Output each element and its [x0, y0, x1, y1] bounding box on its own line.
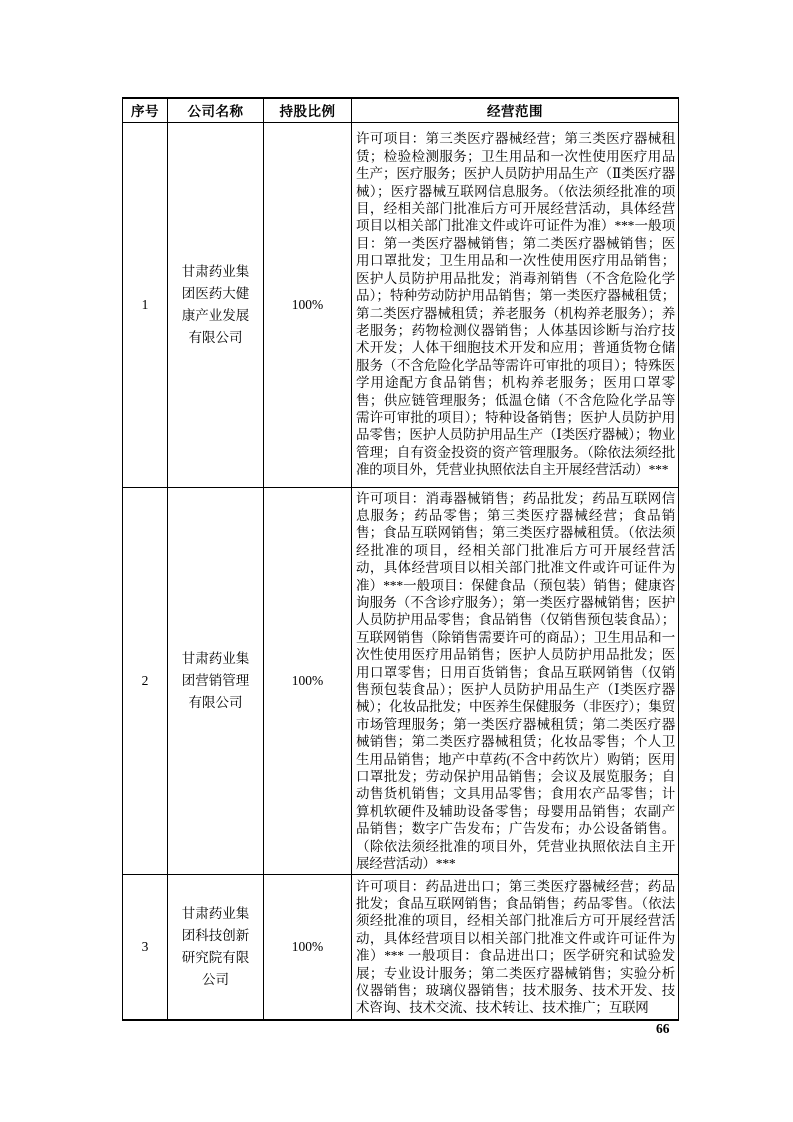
business-scope-cell: 许可项目：第三类医疗器械经营；第三类医疗器械租赁；检验检测服务；卫生用品和一次性使用医疗用品生产；医疗服务；医护人员防护用品生产（Ⅱ类医疗器械）；医疗器械互联网信息服务。（依法须经批准的项目，经相关部门批准后方可开展经营活动，具体经营项目以相关部门批准文件或许可证件为准）***一般项目：第一类医疗器械销售；第二类医疗器械销售；医用口罩批发；卫生用品和一次性使用医疗用品销售；医护人员防护用品批发；消毒剂销售（不含危险化学品）；特种劳动防护用品销售；第一类医疗器械租赁；第二类医疗器械租赁；养老服务（机构养老服务）；养老服务；药物检测仪器销售；人体基因诊断与治疗技术开发；人体干细胞技术开发和应用；普通货物仓储服务（不含危险化学品等需许可审批的项目）；特殊医学用途配方食品销售；机构养老服务；医用口罩零售；供应链管理服务；低温仓储（不含危险化学品等需许可审批的项目）；特种设备销售；医护人员防护用品零售；医护人员防护用品生产（Ⅰ类医疗器械）；物业管理；自有资金投资的资产管理服务。（除依法须经批准的项目外，凭营业执照依法自主开展经营活动）*** [352, 122, 679, 487]
company-name: 甘肃药业集团营销管理有限公司 [181, 650, 250, 710]
table-row [123, 487, 679, 875]
shareholding-ratio-cell: 100% [264, 122, 352, 487]
subsidiaries-table [122, 97, 679, 1021]
page-number: 66 [656, 1021, 670, 1036]
header-shareholding-ratio: 持股比例 [264, 98, 352, 122]
table-header-row [123, 98, 679, 122]
company-name-cell [168, 487, 264, 875]
shareholding-ratio-cell: 100% [264, 487, 352, 875]
row-index-cell: 1 [123, 122, 168, 487]
company-name-cell [168, 122, 264, 487]
company-name: 甘肃药业集团医药大健康产业发展有限公司 [181, 263, 250, 345]
company-name: 甘肃药业集团科技创新研究院有限公司 [181, 906, 250, 988]
table-row [123, 875, 679, 1020]
table-row [123, 122, 679, 487]
header-index: 序号 [123, 98, 168, 122]
header-business-scope: 经营范围 [352, 98, 679, 122]
header-company-name: 公司名称 [168, 98, 264, 122]
business-scope-cell: 许可项目：药品进出口；第三类医疗器械经营；药品批发；食品互联网销售；食品销售；药品零售。（依法须经批准的项目，经相关部门批准后方可开展经营活动，具体经营项目以相关部门批准文件或许可证件为准）*** 一般项目：食品进出口；医学研究和试验发展；专业设计服务；第二类医疗器械销售；实验分析仪器销售；玻璃仪器销售；技术服务、技术开发、技术咨询、技术交流、技术转让、技术推广；互联网 [352, 875, 679, 1020]
business-scope-cell: 许可项目：消毒器械销售；药品批发；药品互联网信息服务；药品零售；第三类医疗器械经营；食品销售；食品互联网销售；第三类医疗器械租赁。（依法须经批准的项目，经相关部门批准后方可开展经营活动，具体经营项目以相关部门批准文件或许可证件为准）***一般项目：保健食品（预包装）销售；健康咨询服务（不含诊疗服务）；第一类医疗器械销售；医护人员防护用品零售；食品销售（仅销售预包装食品）；互联网销售（除销售需要许可的商品）；卫生用品和一次性使用医疗用品销售；医护人员防护用品批发；医用口罩零售；日用百货销售；食品互联网销售（仅销售预包装食品）；医护人员防护用品生产（Ⅰ类医疗器械）；化妆品批发；中医养生保健服务（非医疗）；集贸市场管理服务；第一类医疗器械租赁；第二类医疗器械销售；第二类医疗器械租赁；化妆品零售；个人卫生用品销售；地产中草药(不含中药饮片）购销；医用口罩批发；劳动保护用品销售；会议及展览服务；自动售货机销售；文具用品零售；食用农产品零售；计算机软硬件及辅助设备零售；母婴用品销售；农副产品销售；数字广告发布；广告发布；办公设备销售。（除依法须经批准的项目外，凭营业执照依法自主开展经营活动）*** [352, 487, 679, 875]
row-index-cell: 3 [123, 875, 168, 1020]
company-name-cell [168, 875, 264, 1020]
shareholding-ratio-cell: 100% [264, 875, 352, 1020]
row-index-cell: 2 [123, 487, 168, 875]
